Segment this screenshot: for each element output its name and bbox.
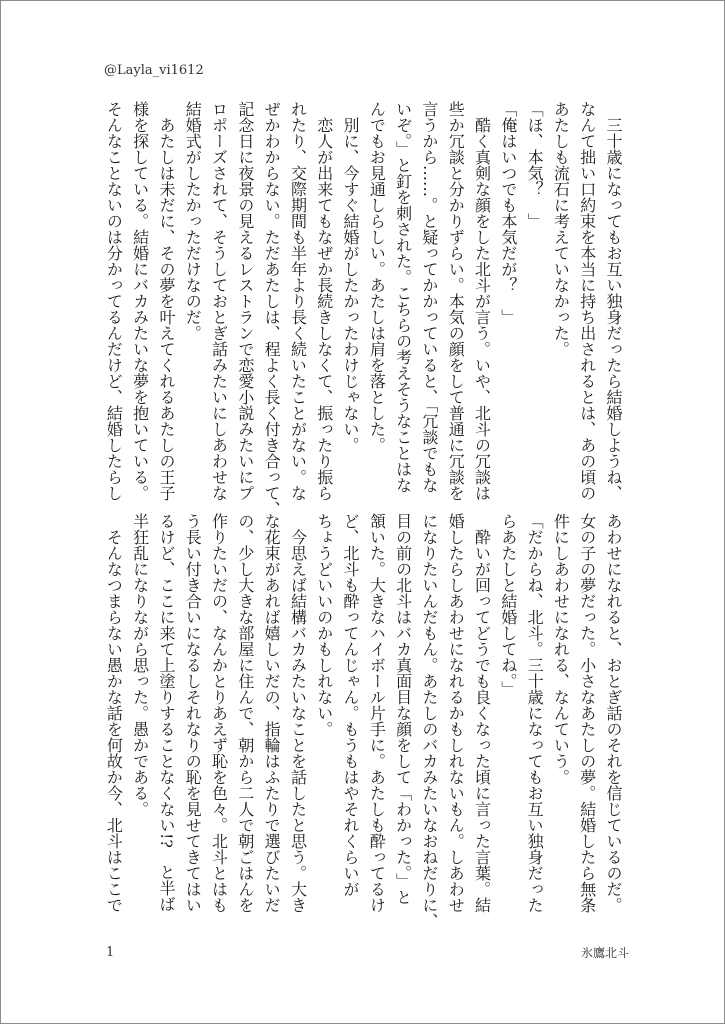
- text-column: 今思えば結構バカみたいなことを話したと思う。大き: [288, 513, 308, 913]
- text-column: あたしは未だに、その夢を叶えてくれるあたしの王子: [156, 101, 176, 501]
- text-column: 恋人が出来てもなぜか長続きしなくて、振ったり振ら: [314, 101, 334, 501]
- text-column: ぜかわからない。ただあたしは、程よく長く付き合って、: [262, 101, 282, 517]
- text-column: そんなつまらない愚かな話を何故か今、北斗はここで: [104, 513, 124, 913]
- text-column: あわせになれると、おとぎ話のそれを信じているのだ。: [604, 513, 623, 913]
- text-column: ちょうどいいのかもしれない。: [314, 513, 334, 737]
- text-column: 頷いた。大きなハイボール片手に。あたしも酔ってるけ: [367, 513, 387, 913]
- text-column: 作りたいだの、なんかとりあえず恥を色々。北斗とはも: [209, 513, 229, 913]
- text-column: 言うから……。と疑ってかかっていると、「冗談でもな: [419, 101, 439, 493]
- page-number: 1: [106, 945, 115, 960]
- text-column: 結婚式がしたかっただけなのだ。: [183, 101, 203, 341]
- text-column: 記念日に夜景の見えるレストランで恋愛小説みたいにプ: [235, 101, 255, 501]
- text-column: 些か冗談と分かりずらい。本気の顔をして普通に冗談を: [446, 101, 466, 501]
- text-column: いぞ。」と釘を刺された。こちらの考えそうなことはな: [393, 101, 413, 493]
- text-column: 酷く真剣な顔をした北斗が言う。いや、北斗の冗談は: [472, 101, 492, 501]
- text-column: う長い付き合いになるしそれなりの恥を見せてきてはい: [183, 513, 203, 913]
- author-handle: @Layla_vi1612: [104, 63, 204, 78]
- text-column: なんて拙い口約束を本当に持ち出されるとは、あの頃の: [577, 101, 597, 501]
- text-column: 別に、今すぐ結婚がしたかったわけじゃない。: [341, 101, 361, 453]
- text-column: ど、北斗も酔ってんじゃん。もうもはやそれくらいが: [341, 513, 361, 897]
- footer-character-name: 氷鷹北斗: [581, 946, 630, 960]
- upper-text-block: [100, 101, 626, 517]
- text-column: 「だからね、北斗。三十歳になってもお互い独身だった: [525, 513, 545, 913]
- text-column: ロポーズされて、そうしておとぎ話みたいにしあわせな: [209, 101, 229, 501]
- text-column: な花束があれば嬉しいだの、指輪はふたりで選びたいだ: [262, 513, 282, 913]
- text-column: 「俺はいつでも本気だが？ 」: [498, 101, 518, 325]
- text-column: 目の前の北斗はバカ真面目な顔をして「わかった。」と: [393, 513, 413, 905]
- text-column: 様を探している。結婚にバカみたいな夢を抱いている。: [130, 101, 150, 501]
- text-column: 三十歳になってもお互い独身だったら結婚しようね、: [604, 101, 623, 501]
- text-column: 女の子の夢だった。小さなあたしの夢。結婚したら無条: [577, 513, 597, 913]
- text-column: 酔いが回ってどうでも良くなった頃に言った言葉。結: [472, 513, 492, 913]
- text-column: あたしも流石に考えていなかった。: [551, 101, 571, 357]
- text-column: るけど、ここに来て上塗りすることなくない!? と半ば: [156, 513, 176, 913]
- text-column: んでもお見通しらしい。あたしは肩を落とした。: [367, 101, 387, 453]
- text-column: らあたしと結婚してね。」: [498, 513, 518, 697]
- text-column: そんなことないのは分かってるんだけど、結婚したらし: [104, 101, 124, 501]
- text-column: になりたいんだもん。あたしのバカみたいなおねだりに、: [419, 513, 439, 929]
- text-column: れたり、交際期間も半年より長く続いたことがない。な: [288, 101, 308, 501]
- text-column: 婚したらしあわせになれるかもしれないもん。しあわせ: [446, 513, 466, 913]
- text-column: 半狂乱になりながら思った。愚かである。: [130, 513, 150, 817]
- text-column: 件にしあわせになれる、なんていう。: [551, 513, 571, 785]
- text-column: 「ほ、本気？ 」: [525, 101, 545, 229]
- text-column: の、少し大きな部屋に住んで、朝から二人で朝ごはんを: [235, 513, 255, 913]
- lower-text-block: [100, 513, 626, 929]
